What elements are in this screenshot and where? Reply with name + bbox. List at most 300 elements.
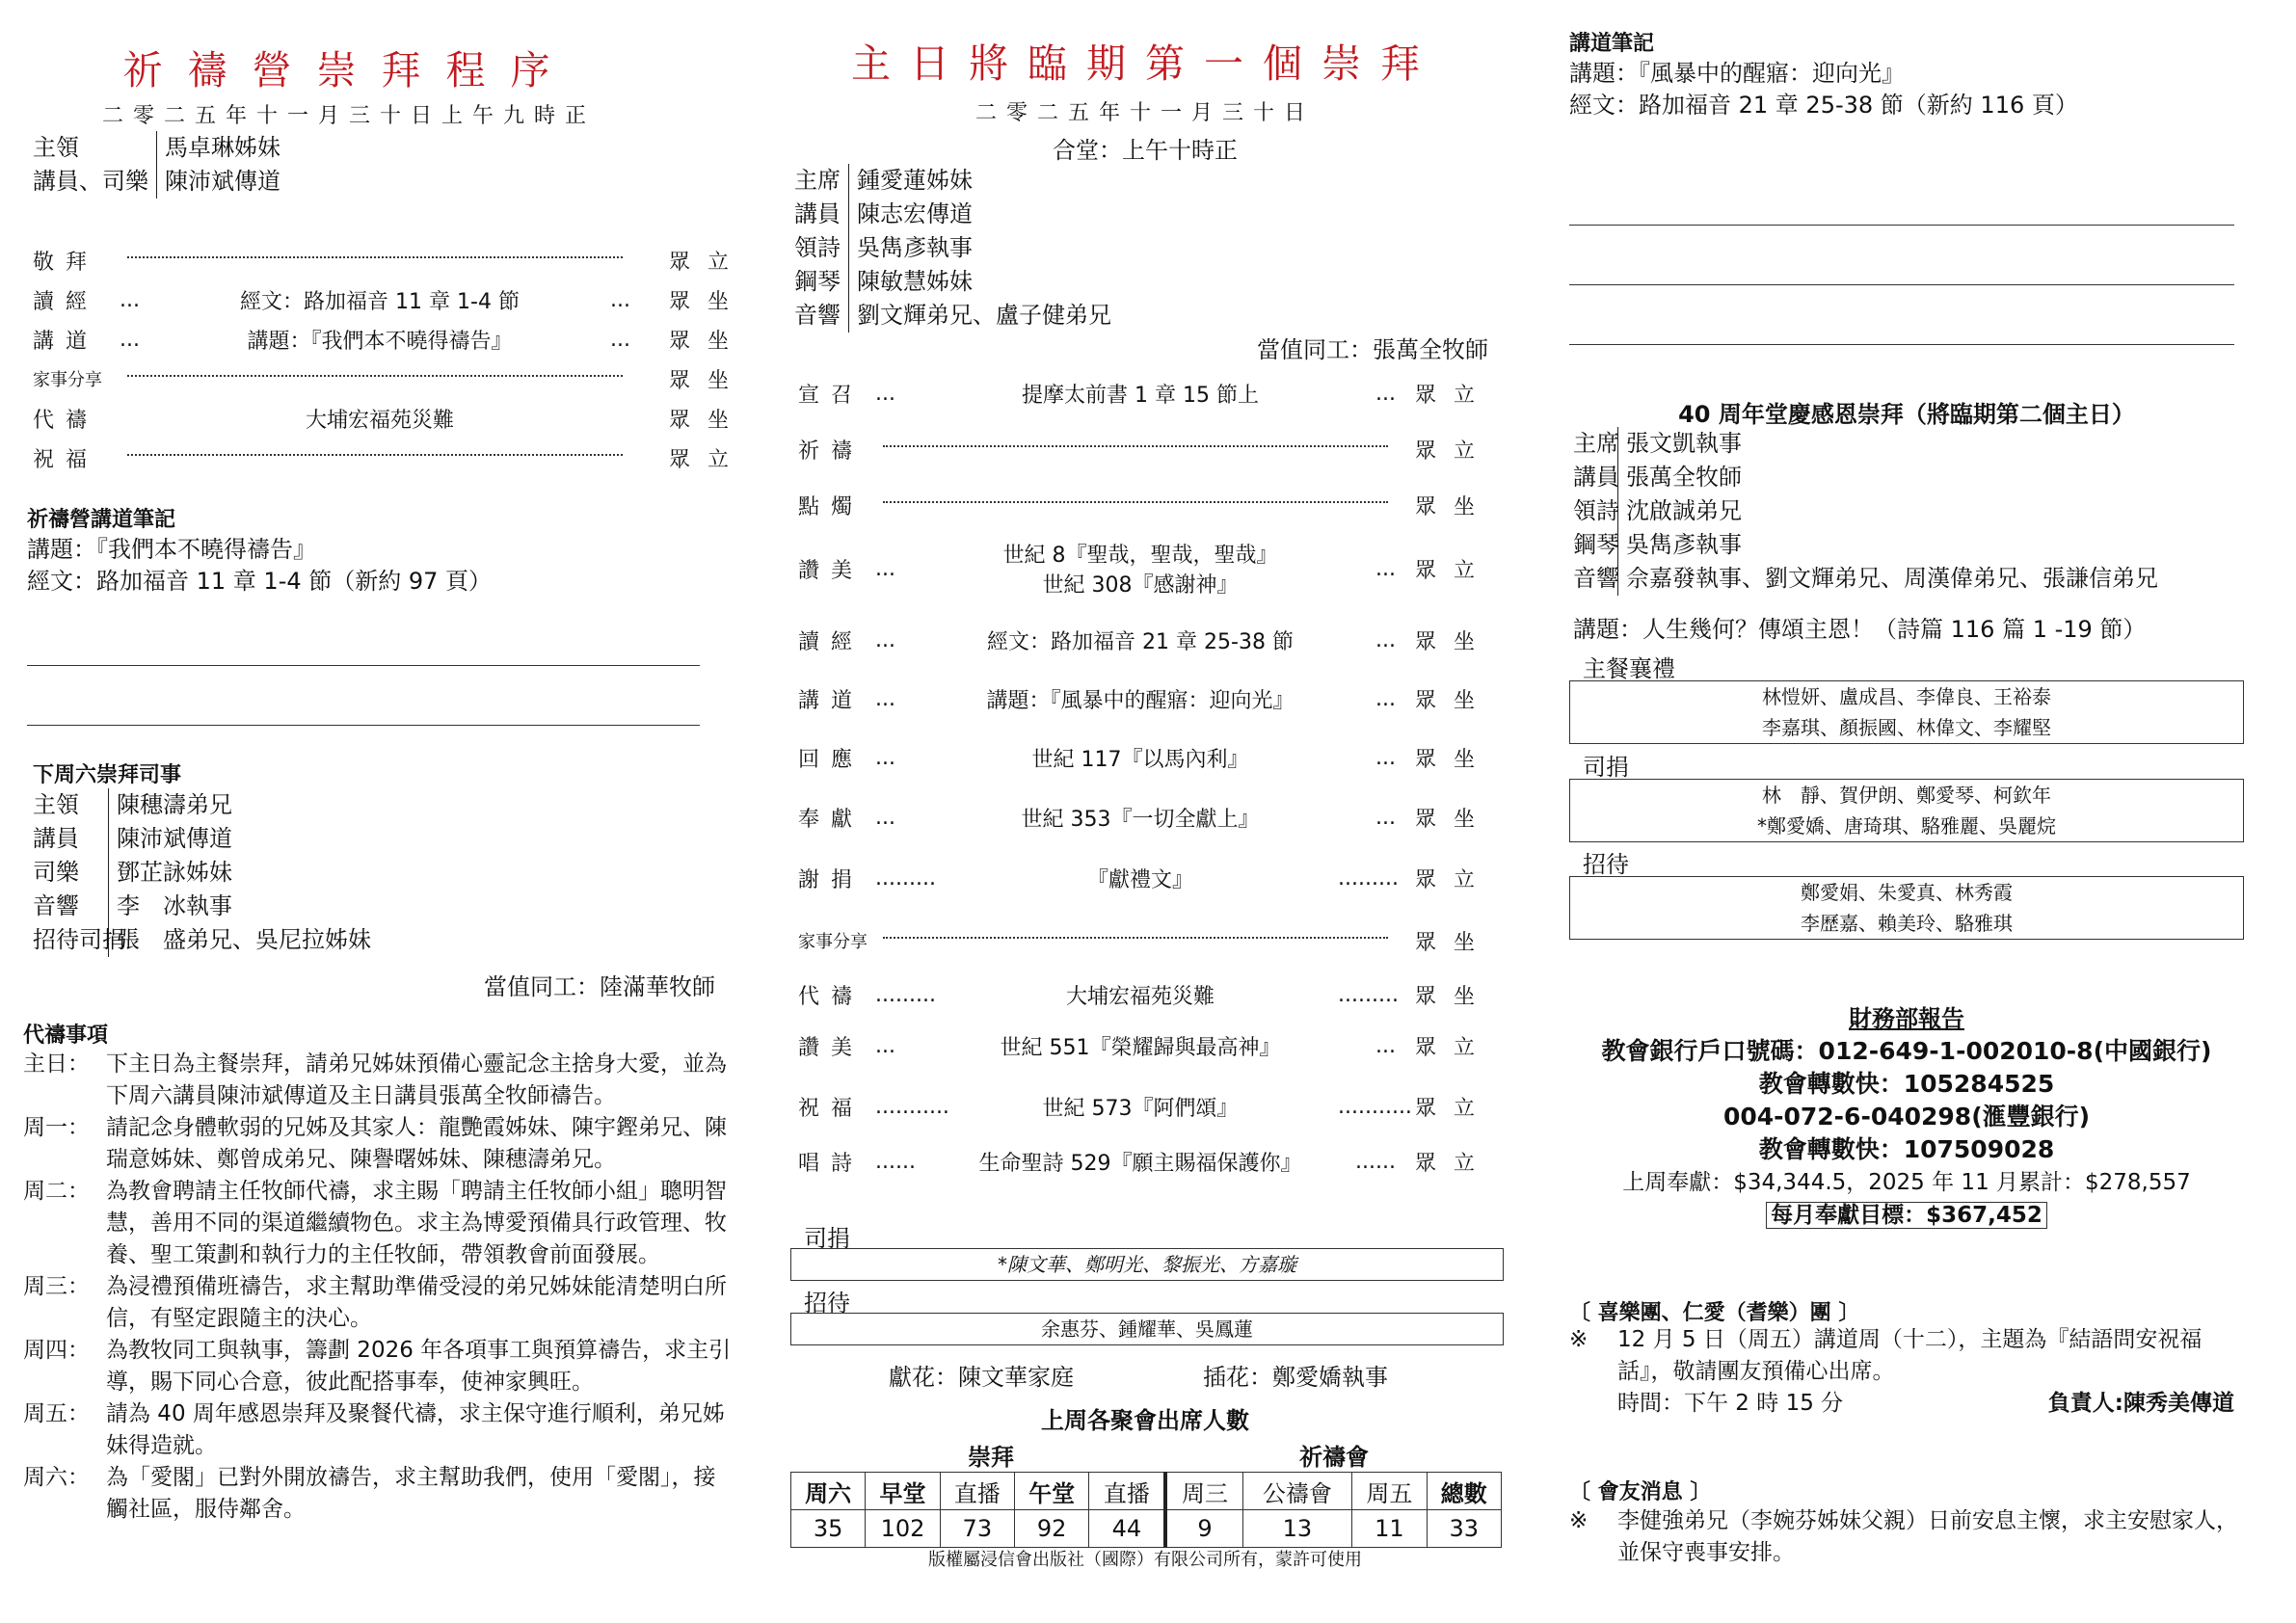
role-row [33,822,371,856]
order-item-content-line: 世紀 8『聖哉，聖哉，聖哉』 [1002,544,1278,568]
role-label: 音響 [1573,562,1618,596]
order-item-action: 眾立 [1415,1151,1493,1176]
prayer-text: 為「愛閣」已對外開放禱告，求主幫助我們，使用「愛閣」，接觸社區，服侍鄰舍。 [106,1465,716,1522]
order-row [798,379,1511,408]
next-saturday-heading: 下周六崇拜司事 [33,763,182,787]
order-item-middle [120,256,630,264]
anniversary-title: 40 周年堂慶感恩崇拜（將臨期第二個主日） [1678,401,2135,428]
role-label: 領詩 [794,231,849,265]
prayer-text: 請記念身體軟弱的兄姊及其家人：龍艷霞姊妹、陳宇鏗弟兄、陳瑞意姊妹、鄭曾成弟兄、陳譽曙姊妹、陳穗濤弟兄。 [106,1115,727,1172]
order-item-name: 祈禱 [798,439,865,464]
order-item-content [943,1147,1338,1177]
role-value: 李 冰執事 [117,892,232,919]
usher-line: 李歷嘉、賴美玲、駱雅琪 [1801,912,2013,935]
order-row [798,1031,1511,1060]
prayer-camp-notes-scripture: 經文：路加福音 11 章 1-4 節（新約 97 頁） [27,568,493,595]
order-item-action: 眾坐 [669,289,747,314]
prayer-camp-roles [33,131,280,199]
order-item-content [187,285,573,315]
attendance-value-cell: 11 [1352,1510,1427,1548]
prayer-item [23,1176,736,1271]
role-value: 張萬全牧師 [1626,464,1742,491]
order-item-middle [875,539,1396,599]
order-item-lead: ......... [875,982,936,1007]
order-item-name: 祝福 [798,1096,865,1121]
prayer-text: 為教牧同工與執事，籌劃 2026 年各項事工與預算禱告，求主引導，賜下同心合意，彼此配搭事奉，使神家興旺。 [106,1338,732,1395]
order-item-middle [875,937,1396,945]
note-line [27,665,700,666]
order-item-action: 眾立 [1415,1096,1493,1121]
order-item-lead: ......... [875,865,936,891]
order-item-trail: ... [1375,745,1396,770]
sermon-notes-scripture: 經文：路加福音 21 章 25-38 節（新約 116 頁） [1569,92,2078,119]
attendance-table [790,1472,1502,1548]
prayer-text: 下主日為主餐崇拜，請弟兄姊妹預備心靈記念主捨身大愛，並為下周六講員陳沛斌傳道及主日講員張萬全牧師禱告。 [106,1051,727,1108]
prayer-items-list [23,1049,736,1526]
order-item-middle [120,325,630,355]
note-line [1569,284,2234,285]
finance-fps1: 教會轉數快：105284525 [1758,1070,2055,1098]
order-row [33,285,747,314]
order-item-middle [875,980,1399,1010]
order-row [798,803,1511,832]
order-item-content [943,864,1338,893]
order-item-dots [883,445,1388,447]
role-value: 沈啟誠弟兄 [1626,497,1742,524]
attendance-header-cell: 直播 [1089,1473,1166,1510]
order-item-content-line: 世紀 573『阿們頌』 [1042,1096,1239,1121]
order-item-lead: ... [875,805,895,830]
attendance-value-cell: 9 [1165,1510,1242,1548]
prayer-item [23,1271,736,1335]
service-time: 合堂：上午十時正 [1053,137,1238,164]
members-heading: 〔 會友消息 〕 [1569,1480,1712,1504]
prayer-day: 周六： [23,1465,90,1490]
members-text: 李健強弟兄（李婉芬姊妹父親）日前安息主懷，求主安慰家人，並保守喪事安排。 [1617,1508,2238,1565]
role-label: 講員 [794,198,849,231]
role-row [1573,528,2158,562]
usher-names-box [790,1313,1504,1345]
order-item-content-line: 經文：路加福音 21 章 25-38 節 [987,629,1294,654]
prayer-item [23,1049,736,1112]
attendance-header-cell: 總數 [1427,1473,1501,1510]
prayer-day: 主日： [23,1051,90,1077]
role-label: 講員 [1573,461,1618,494]
attendance-header-cell: 直播 [940,1473,1014,1510]
finance-account1: 教會銀行戶口號碼：012-649-1-002010-8(中國銀行) [1601,1037,2212,1065]
order-row [33,404,747,433]
flowers-offer: 獻花：陳文華家庭 [889,1364,1074,1391]
order-item-content [943,980,1338,1010]
order-item-trail: ... [1375,627,1396,652]
order-item-content [943,379,1338,409]
order-item-action: 眾立 [1415,439,1493,464]
role-row [33,788,371,822]
role-label: 招待司捐 [33,923,109,957]
prayer-camp-order [33,246,747,477]
role-value: 張 盛弟兄、吳尼拉姊妹 [117,926,371,953]
order-row [33,246,747,275]
order-item-action: 眾坐 [1415,807,1493,832]
next-saturday-roles [33,788,371,957]
order-item-content-line: 大埔宏福苑災難 [305,408,454,433]
order-item-lead: ... [875,745,895,770]
order-item-action: 眾立 [1415,1035,1493,1060]
prayer-day: 周三： [23,1274,90,1299]
order-item-middle [875,743,1396,773]
order-item-action: 眾立 [1415,867,1493,892]
order-item-name: 講道 [33,329,99,354]
elderly-heading: 〔 喜樂團、仁愛（耆樂）團 〕 [1569,1301,1860,1325]
order-item-trail: ......... [1338,982,1399,1007]
prayer-items-heading: 代禱事項 [23,1024,109,1048]
sermon-notes-heading: 講道筆記 [1569,32,1655,56]
order-item-middle [875,1031,1396,1061]
order-item-content [943,743,1338,773]
attendance-value-cell: 44 [1089,1510,1166,1548]
role-value: 吳雋彥執事 [1626,531,1742,558]
role-row [1573,427,2158,461]
elderly-time: 時間：下午 2 時 15 分 [1617,1391,1844,1416]
order-row [798,491,1511,519]
attendance-value-cell: 35 [791,1510,866,1548]
role-row [1573,494,2158,528]
order-item-action: 眾坐 [1415,747,1493,772]
role-row [794,265,1111,299]
role-value: 鄧芷詠姊妹 [117,859,232,886]
order-item-lead: ... [875,381,895,406]
anniversary-roles [1573,427,2158,596]
prayer-camp-date: 二零二五年十一月三十日上午九時正 [101,104,596,128]
order-item-action: 眾坐 [669,408,747,433]
role-value: 鍾愛蓮姊妹 [857,167,973,194]
elderly-person: 負責人:陳秀美傳道 [2047,1391,2234,1416]
order-item-name: 代禱 [33,408,99,433]
order-item-name: 讚美 [798,1035,865,1060]
usher-label: 招待 [804,1290,850,1317]
order-item-middle [875,501,1396,509]
order-item-middle [875,1092,1412,1122]
attendance-header-cell: 周三 [1165,1473,1242,1510]
role-label: 主席 [794,164,849,198]
order-item-content-line: 世紀 551『榮耀歸與最高神』 [1000,1035,1281,1060]
communion-label: 主餐襄禮 [1583,655,1675,682]
finance-target-wrap [1569,1199,2244,1234]
order-row [798,540,1511,598]
order-item-content-line: 『獻禮文』 [1086,867,1193,892]
communion-line: 林愷妍、盧成昌、李偉良、王裕泰 [1762,685,2051,708]
members-mark: ※ [1569,1508,1589,1533]
next-saturday-duty: 當值同工：陸滿華牧師 [484,973,715,1000]
order-item-name: 家事分享 [798,932,868,952]
prayer-text: 為教會聘請主任牧師代禱，求主賜「聘請主任牧師小組」聰明智慧，善用不同的渠道繼續物色。求主為博愛預備具行政管理、牧養、聖工策劃和執行力的主任牧師，帶領教會前面發展。 [106,1179,727,1267]
order-item-middle [875,803,1396,833]
role-value: 張文凱執事 [1626,430,1742,457]
prayer-item [23,1112,736,1176]
prayer-item [23,1398,736,1462]
order-item-trail: ... [610,287,630,312]
attendance-value-cell: 102 [866,1510,940,1548]
order-item-content [943,684,1338,714]
role-value: 陳沛斌傳道 [117,825,232,852]
note-line [27,725,700,726]
order-row [798,625,1511,654]
order-item-name: 點燭 [798,494,865,519]
attendance-value-cell: 92 [1014,1510,1088,1548]
finance-summary: 上周奉獻：$34,344.5，2025 年 11 月累計：$278,557 [1622,1170,2191,1195]
role-row [33,131,280,165]
prayer-camp-title: 祈禱營崇拜程序 [122,47,575,93]
order-item-dots [127,256,623,258]
order-item-trail: ... [610,327,630,352]
role-row [794,198,1111,231]
attendance-header-row [791,1473,1502,1510]
order-row [798,864,1511,892]
order-item-name: 奉獻 [798,807,865,832]
service-date: 二零二五年十一月三十日 [974,101,1315,125]
role-label: 講員、司樂 [33,165,157,199]
elderly-text-wrap [1617,1324,2254,1420]
role-value: 馬卓琳姊妹 [165,134,280,161]
elderly-footer [1617,1388,2234,1420]
offering-names-box [790,1248,1504,1281]
order-item-name: 讚美 [798,558,865,583]
finance-fps2: 教會轉數快：107509028 [1758,1135,2055,1163]
order-item-lead: ...... [875,1149,916,1174]
offering-label: 司捐 [804,1225,850,1252]
usher-line: 鄭愛娟、朱愛真、林秀霞 [1801,881,2013,904]
note-line [1569,344,2234,345]
role-row [33,856,371,890]
order-item-trail: ... [1375,686,1396,711]
role-row [794,299,1111,333]
order-item-content-line: 世紀 308『感謝神』 [1042,573,1239,598]
service-order [798,379,1511,1217]
order-item-action: 眾坐 [1415,930,1493,955]
anniversary-sermon: 講題：人生幾何？傳頌主恩！（詩篇 116 篇 1 -19 節） [1573,616,2147,643]
order-item-content [943,1092,1338,1122]
role-label: 司樂 [33,856,109,890]
order-item-content [943,803,1338,833]
order-item-trail: ... [1375,556,1396,581]
elderly-item [1569,1324,2254,1420]
order-item-content-line: 世紀 353『一切全獻上』 [1021,807,1260,832]
order-item-middle [875,684,1396,714]
order-item-name: 回應 [798,747,865,772]
attendance-value-row [791,1510,1502,1548]
order-item-name: 讀經 [798,629,865,654]
attendance-value-cell: 73 [940,1510,1014,1548]
role-value: 佘嘉發執事、劉文輝弟兄、周漢偉弟兄、張謙信弟兄 [1626,565,2158,592]
role-row [1573,461,2158,494]
order-item-action: 眾坐 [1415,629,1493,654]
role-label: 鋼琴 [1573,528,1618,562]
order-item-content [943,539,1338,599]
order-row [798,980,1511,1009]
usher-label-anniv: 招待 [1583,851,1629,878]
role-row [33,890,371,923]
order-item-trail: ... [1375,381,1396,406]
prayer-camp-notes-topic: 講題：『我們本不曉得禱告』 [27,536,316,563]
prayer-item [23,1335,736,1398]
flowers-arrange: 插花：鄭愛嬌執事 [1203,1364,1388,1391]
usher-names: 余惠芬、鍾耀華、吳鳳蓮 [1041,1317,1253,1341]
order-item-trail: ... [1375,805,1396,830]
attendance-group-prayer: 祈禱會 [1299,1444,1369,1471]
order-row [33,364,747,393]
offering-box-anniv [1569,779,2244,842]
order-item-dots [883,937,1388,939]
order-item-action: 眾坐 [1415,494,1493,519]
prayer-text: 為浸禮預備班禱告，求主幫助準備受浸的弟兄姊妹能清楚明白所信，有堅定跟隨主的決心。 [106,1274,727,1331]
role-value: 陳穗濤弟兄 [117,791,232,818]
attendance-value-cell: 33 [1427,1510,1501,1548]
order-item-lead: ........... [875,1094,949,1119]
order-item-name: 祝福 [33,447,99,472]
order-item-content-line: 講題：『我們本不曉得禱告』 [247,329,513,354]
role-label: 講員 [33,822,109,856]
order-item-name: 家事分享 [33,370,102,390]
order-item-middle [875,445,1396,453]
attendance-header-cell: 早堂 [866,1473,940,1510]
order-row [798,926,1511,955]
prayer-day: 周一： [23,1115,90,1140]
order-item-lead: ... [875,1033,895,1058]
role-row [794,164,1111,198]
service-roles [794,164,1111,333]
order-row [798,1092,1511,1121]
role-label: 主領 [33,788,109,822]
elderly-mark: ※ [1569,1327,1589,1352]
sermon-notes-topic: 講題：『風暴中的醒寤：迎向光』 [1569,60,1905,87]
order-item-lead: ... [875,556,895,581]
order-item-middle [875,1147,1396,1177]
finance-target: 每月奉獻目標：$367,452 [1766,1202,2047,1229]
order-row [798,435,1511,464]
order-item-action: 眾立 [669,447,747,472]
order-item-dots [127,375,623,377]
order-item-content-line: 提摩太前書 1 章 15 節上 [1022,383,1259,408]
order-item-action: 眾立 [1415,383,1493,408]
attendance-group-worship: 崇拜 [968,1444,1014,1471]
attendance-header-cell: 周六 [791,1473,866,1510]
order-item-trail: ........... [1338,1094,1412,1119]
order-item-content-line: 經文：路加福音 11 章 1-4 節 [240,289,520,314]
order-item-name: 謝捐 [798,867,865,892]
order-row [33,443,747,472]
elderly-text: 12 月 5 日（周五）講道周（十二），主題為『結語問安祝福話』，敬請團友預備心出席。 [1617,1327,2203,1384]
order-item-trail: ......... [1338,865,1399,891]
order-row [33,325,747,354]
role-value: 劉文輝弟兄、盧子健弟兄 [857,302,1111,329]
role-value: 陳志宏傳道 [857,200,973,227]
role-value: 吳雋彥執事 [857,234,973,261]
order-row [798,684,1511,713]
order-item-action: 眾立 [1415,558,1493,583]
order-item-lead: ... [120,327,140,352]
offering-names: *陳文華、鄭明光、黎振光、方嘉璇 [998,1253,1296,1276]
order-item-name: 代禱 [798,984,865,1009]
order-item-name: 讀經 [33,289,99,314]
order-row [798,1147,1511,1176]
attendance-header-cell: 周五 [1352,1473,1427,1510]
order-item-content [187,325,573,355]
attendance-header-cell: 公禱會 [1242,1473,1352,1510]
order-item-content-line: 生命聖詩 529『願主賜福保護你』 [978,1151,1302,1176]
order-item-content-line: 講題：『風暴中的醒寤：迎向光』 [986,688,1295,713]
order-item-action: 眾坐 [669,368,747,393]
order-item-lead: ... [875,627,895,652]
order-item-middle [120,285,630,315]
order-item-middle [120,454,630,462]
communion-box [1569,680,2244,744]
role-label: 音響 [33,890,109,923]
role-row [33,165,280,199]
attendance-header-cell: 午堂 [1014,1473,1088,1510]
role-row [33,923,371,957]
order-item-name: 唱詩 [798,1151,865,1176]
role-label: 音響 [794,299,849,333]
role-row [1573,562,2158,596]
order-item-middle [875,864,1399,893]
offering-line: 林 靜、賀伊朗、鄭愛琴、柯欽年 [1762,784,2051,807]
order-item-action: 眾立 [669,250,747,275]
finance-heading: 財務部報告 [1849,1005,1964,1032]
order-item-dots [883,501,1388,503]
order-item-middle [875,625,1396,655]
order-item-middle [120,375,630,383]
communion-line: 李嘉琪、顏振國、林偉文、李耀堅 [1762,716,2051,739]
order-item-content-line: 大埔宏福苑災難 [1065,984,1215,1009]
prayer-day: 周二： [23,1179,90,1204]
order-item-content [943,1031,1338,1061]
order-item-action: 眾坐 [1415,984,1493,1009]
role-label: 鋼琴 [794,265,849,299]
order-item-action: 眾坐 [1415,688,1493,713]
role-value: 陳沛斌傳道 [165,168,280,195]
role-label: 主席 [1573,427,1618,461]
order-item-name: 宣召 [798,383,865,408]
order-row [798,743,1511,772]
order-item-trail: ... [1375,1033,1396,1058]
prayer-day: 周五： [23,1401,90,1426]
prayer-day: 周四： [23,1338,90,1363]
prayer-text: 請為 40 周年感恩崇拜及聚餐代禱，求主保守進行順利，弟兄姊妹得造就。 [106,1401,725,1458]
prayer-item [23,1462,736,1526]
attendance-title: 上周各聚會出席人數 [1041,1407,1249,1434]
usher-box-anniv [1569,876,2244,940]
role-row [794,231,1111,265]
order-item-middle [120,404,630,434]
finance-account2: 004-072-6-040298(滙豐銀行) [1722,1103,2091,1131]
order-item-trail: ...... [1355,1149,1396,1174]
offering-label-anniv: 司捐 [1583,754,1629,781]
attendance-value-cell: 13 [1242,1510,1352,1548]
order-item-middle [875,379,1396,409]
order-item-action: 眾坐 [669,329,747,354]
role-label: 主領 [33,131,157,165]
role-label: 領詩 [1573,494,1618,528]
order-item-content [943,625,1338,655]
order-item-content-line: 世紀 117『以馬內利』 [1031,747,1249,772]
note-line [1569,225,2234,226]
role-value: 陳敏慧姊妹 [857,268,973,295]
service-title: 主日將臨期第一個崇拜 [851,40,1439,87]
order-item-name: 敬拜 [33,250,99,275]
order-item-dots [127,454,623,456]
copyright: 版權屬浸信會出版社（國際）有限公司所有，蒙許可使用 [928,1550,1362,1570]
prayer-camp-notes-heading: 祈禱營講道筆記 [27,508,176,532]
